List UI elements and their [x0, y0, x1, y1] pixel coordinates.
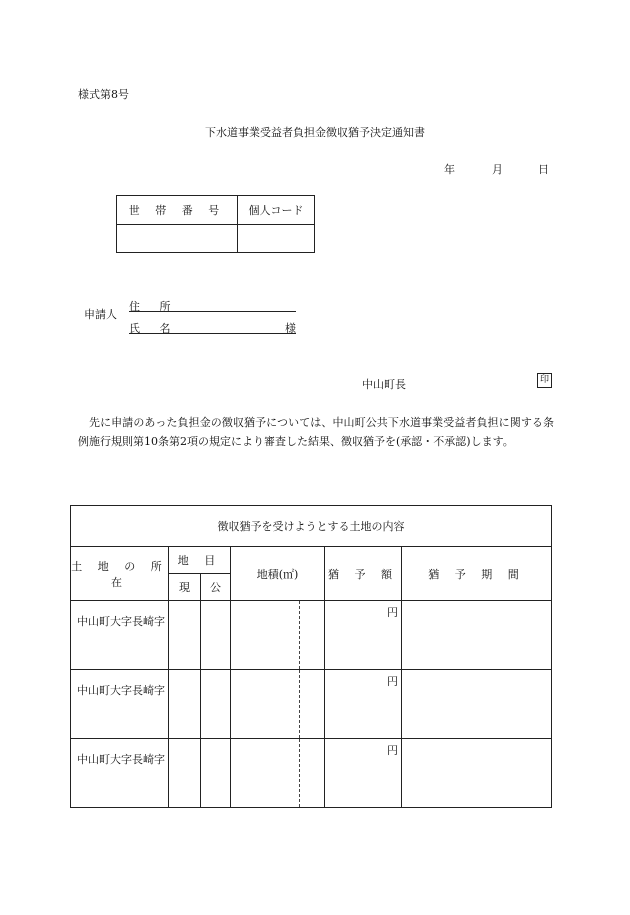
- household-code-table: [116, 195, 315, 253]
- header-location: 土 地 の 所 在: [71, 547, 169, 601]
- location-cell[interactable]: 中山町大字長崎字: [71, 601, 169, 670]
- seal-stamp: 印: [537, 373, 552, 388]
- land-details-table: [70, 505, 552, 808]
- header-area: 地積(㎡): [231, 547, 325, 601]
- area-cell[interactable]: [231, 670, 325, 739]
- amount-cell[interactable]: 円: [325, 670, 402, 739]
- form-number: 様式第8号: [78, 88, 129, 101]
- date-day-label: 日: [538, 163, 549, 176]
- header-current: 現: [169, 574, 201, 601]
- period-cell[interactable]: [402, 601, 552, 670]
- decimal-divider: [299, 670, 300, 738]
- decimal-divider: [299, 739, 300, 807]
- table-row: [71, 670, 552, 739]
- table-row: [71, 739, 552, 808]
- header-land-category: 地 目: [169, 547, 231, 574]
- decimal-divider: [299, 601, 300, 669]
- name-field[interactable]: [129, 333, 296, 334]
- document-title: 下水道事業受益者負担金徴収猶予決定通知書: [205, 126, 425, 139]
- header-amount: 猶 予 額: [325, 547, 402, 601]
- period-cell[interactable]: [402, 670, 552, 739]
- public-category-cell[interactable]: [201, 601, 231, 670]
- honorific: 様: [285, 322, 296, 335]
- area-cell[interactable]: [231, 601, 325, 670]
- amount-cell[interactable]: 円: [325, 601, 402, 670]
- date-year-label: 年: [444, 163, 455, 176]
- current-category-cell[interactable]: [169, 739, 201, 808]
- issuer-mayor: 中山町長: [362, 378, 406, 391]
- header-period: 猶 予 期 間: [402, 547, 552, 601]
- table-row: [71, 601, 552, 670]
- table-title: 徴収猶予を受けようとする土地の内容: [71, 506, 552, 547]
- period-cell[interactable]: [402, 739, 552, 808]
- name-label: 氏 名: [129, 322, 179, 335]
- address-field[interactable]: [129, 311, 296, 312]
- notice-body-text: 先に申請のあった負担金の徴収猶予については、中山町公共下水道事業受益者負担に関する条例施行規則第10条第2項の規定により審査した結果、徴収猶予を(承認・不承認)します。: [78, 416, 554, 448]
- personal-code-header: 個人コード: [238, 196, 315, 225]
- amount-cell[interactable]: 円: [325, 739, 402, 808]
- applicant-label: 申請人: [84, 308, 117, 321]
- location-cell[interactable]: 中山町大字長崎字: [71, 670, 169, 739]
- current-category-cell[interactable]: [169, 670, 201, 739]
- date-month-label: 月: [492, 163, 503, 176]
- household-number-header: 世 帯 番 号: [117, 196, 238, 225]
- header-public: 公: [201, 574, 231, 601]
- public-category-cell[interactable]: [201, 739, 231, 808]
- address-label: 住 所: [129, 300, 179, 313]
- household-number-field[interactable]: [117, 225, 238, 253]
- area-cell[interactable]: [231, 739, 325, 808]
- personal-code-field[interactable]: [238, 225, 315, 253]
- public-category-cell[interactable]: [201, 670, 231, 739]
- location-cell[interactable]: 中山町大字長崎字: [71, 739, 169, 808]
- current-category-cell[interactable]: [169, 601, 201, 670]
